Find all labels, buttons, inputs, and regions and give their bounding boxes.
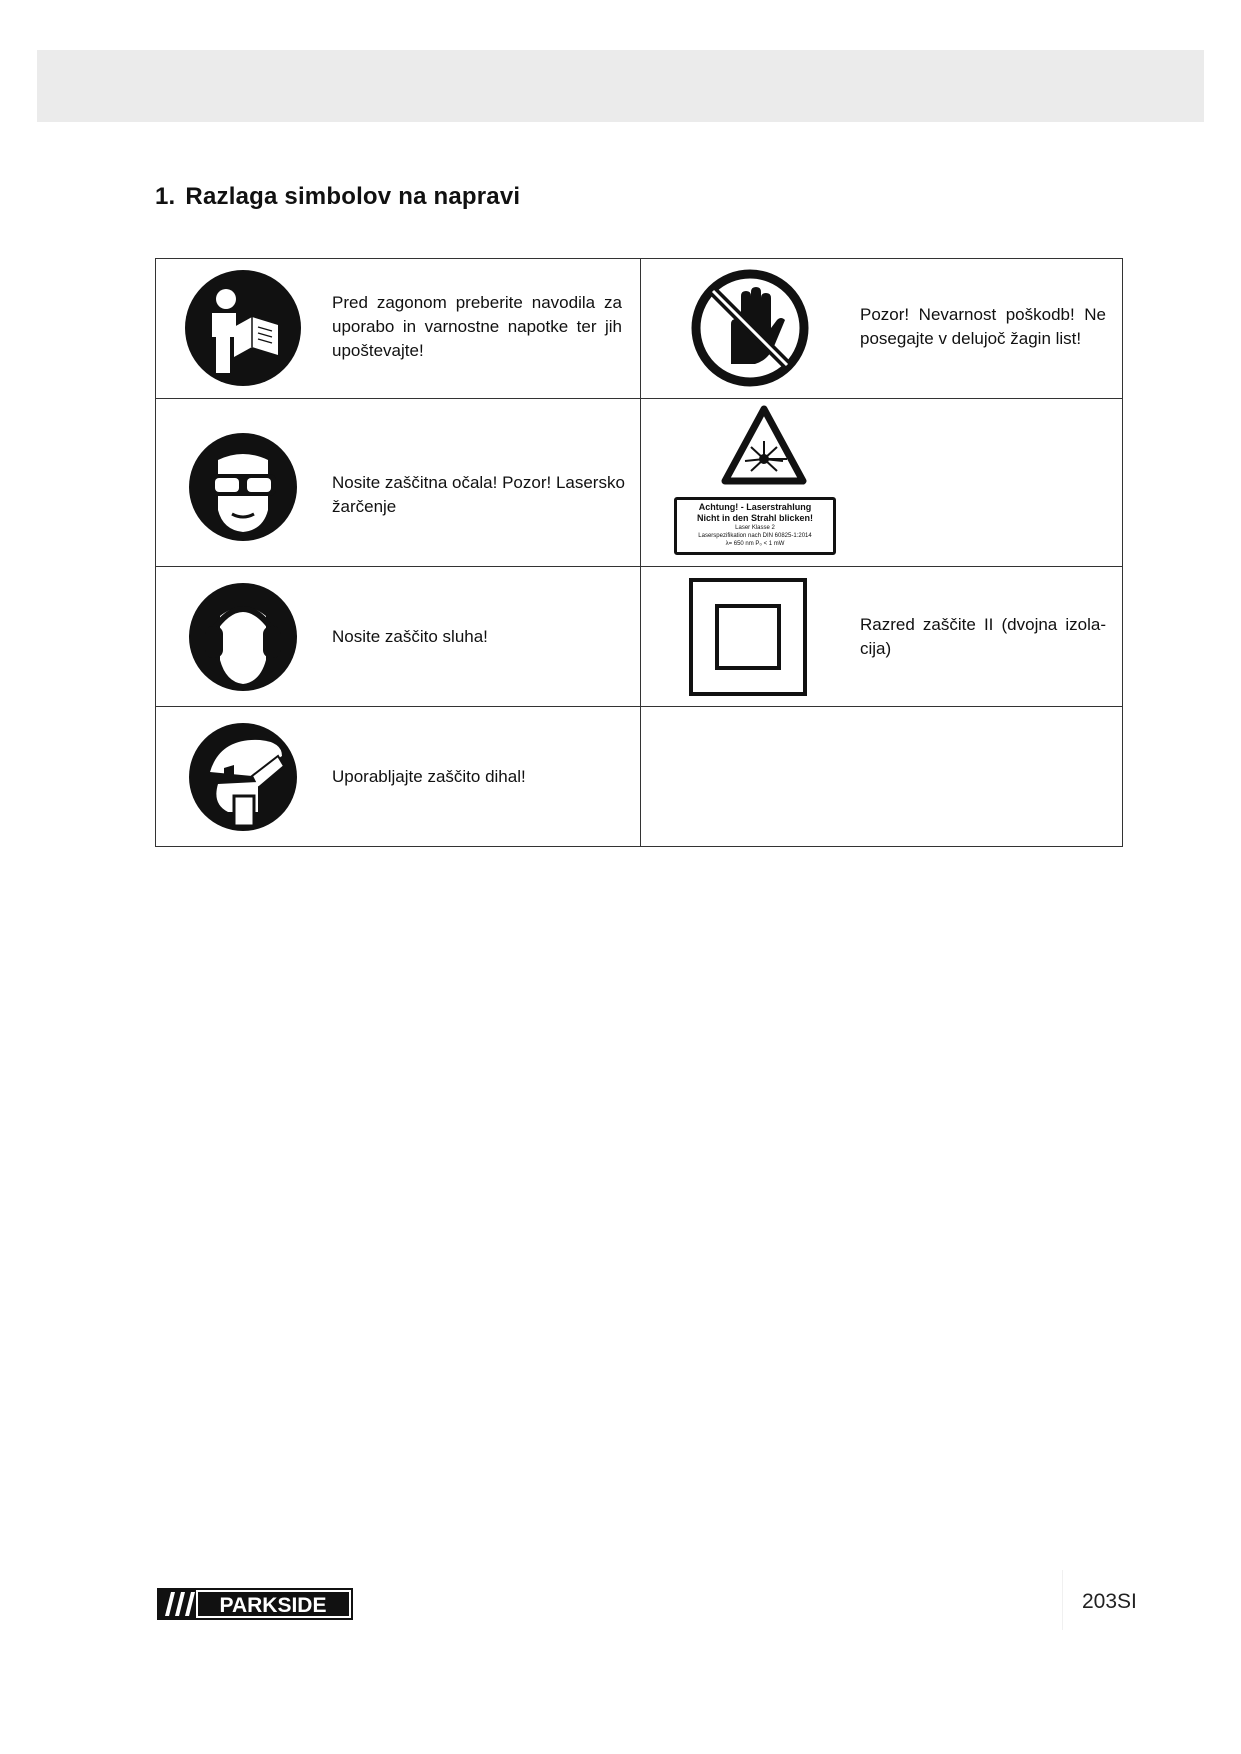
symbol-text: Pred zagonom preberite navodila za uporabo in varnostne napotke ter jih upoštevajte! — [332, 293, 622, 360]
read-manual-icon — [184, 269, 302, 387]
table-row — [156, 567, 1122, 707]
laser-label-line: Achtung! - Laserstrahlung — [698, 502, 812, 512]
parkside-logo — [157, 1588, 353, 1620]
section-title: Razlaga simbolov na napravi — [185, 183, 521, 210]
hearing-protection-icon — [188, 582, 298, 692]
symbol-text: Nosite zaščitna očala! Pozor! Lasersko žarčenje — [332, 473, 625, 516]
laser-triangle-icon — [721, 405, 807, 485]
table-row — [156, 399, 1122, 567]
section-heading — [155, 183, 520, 211]
laser-warning-icon — [666, 405, 846, 565]
laser-label-line: Laser Klasse 2 — [735, 525, 775, 531]
eye-protection-icon — [188, 432, 298, 542]
laser-label — [674, 497, 836, 555]
table-row — [156, 707, 1122, 847]
respiratory-protection-icon — [188, 722, 298, 832]
double-insulation-icon — [688, 577, 808, 697]
header-band — [37, 50, 1204, 122]
laser-label-line: Laserspezifikation nach DIN 60825-1:2014 — [698, 533, 812, 539]
page-number: 203SI — [1082, 1590, 1137, 1613]
table-row — [156, 259, 1122, 399]
symbol-text: Pozor! Nevarnost poškodb! Ne posegajte v delujoč žagin list! — [860, 305, 1106, 348]
no-hand-in-blade-icon — [691, 269, 809, 387]
section-number: 1. — [155, 183, 176, 210]
footer-separator — [1062, 1570, 1063, 1630]
logo-text: PARKSIDE — [219, 1594, 327, 1617]
symbol-table — [155, 258, 1123, 847]
symbol-text: Nosite zaščito sluha! — [332, 627, 488, 646]
symbol-text: Razred zaščite II (dvojna izola-cija) — [860, 615, 1106, 658]
laser-label-line: λ= 650 nm P₀ < 1 mW — [725, 541, 785, 547]
laser-label-line: Nicht in den Strahl blicken! — [696, 513, 813, 523]
symbol-text: Uporabljajte zaščito dihal! — [332, 767, 526, 786]
